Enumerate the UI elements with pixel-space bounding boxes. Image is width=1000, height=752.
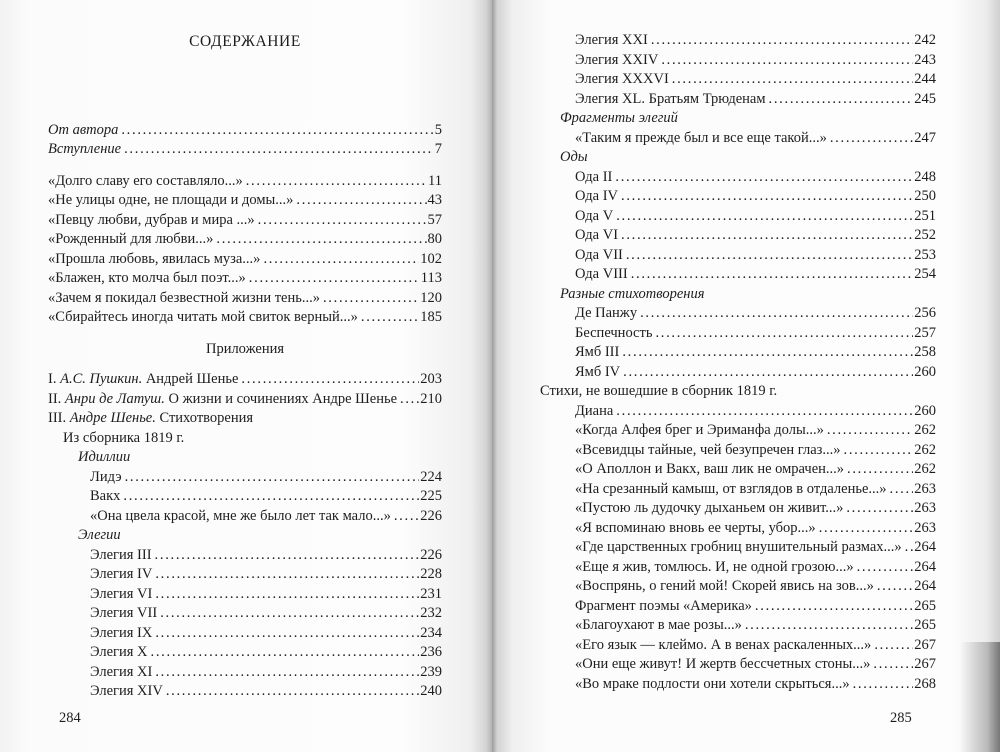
entry-author: Анри де Латуш. <box>64 390 165 407</box>
entry-title: «Таким я прежде был и все еще такой...» <box>575 129 827 146</box>
entry-page: 264 <box>914 578 936 594</box>
fragments-heading: Фрагменты элегий <box>560 110 678 126</box>
toc-entry <box>540 558 936 578</box>
entry-page: 102 <box>420 250 442 267</box>
entry-page: 260 <box>914 402 936 419</box>
dot-leader <box>622 343 913 363</box>
toc-entry <box>48 487 442 507</box>
entry-page: 263 <box>914 519 936 536</box>
dot-leader <box>873 655 913 675</box>
entry-title: Ода II <box>575 168 613 185</box>
dot-leader <box>651 31 913 51</box>
toc-entry <box>540 363 936 383</box>
entry-page: 248 <box>914 168 936 185</box>
entry-page: 254 <box>914 266 936 282</box>
entry-title: Диана <box>575 402 614 419</box>
toc-entry <box>540 538 936 558</box>
entry-title: От автора <box>48 121 119 138</box>
dot-leader <box>166 682 419 702</box>
entry-title: «Певцу любви, дубрав и мира ...» <box>48 211 255 228</box>
toc-entry <box>48 308 442 328</box>
dot-leader <box>151 643 420 663</box>
dot-leader <box>121 121 433 141</box>
entry-title-text: Стихотворения <box>159 410 254 426</box>
dot-leader <box>258 211 427 231</box>
toc-entry <box>48 546 442 566</box>
section-heading <box>540 109 936 129</box>
entry-page: 252 <box>914 227 936 243</box>
left-page <box>0 0 492 752</box>
entry-title: «На срезанный камыш, от взглядов в отдаленье...» <box>575 480 887 497</box>
entry-page: 224 <box>420 468 442 485</box>
dot-leader <box>819 519 914 539</box>
entry-title: Элегия XXIV <box>575 51 659 68</box>
dot-leader <box>616 207 913 227</box>
entry-author: Андре Шенье. <box>69 410 156 426</box>
entry-title: «Рожденный для любви...» <box>48 231 214 247</box>
entry-page: 263 <box>914 480 936 497</box>
dot-leader <box>844 441 914 461</box>
section-heading <box>48 448 442 468</box>
entry-page: 228 <box>420 566 442 582</box>
toc-entry <box>48 643 442 663</box>
entry-page: 234 <box>420 624 442 641</box>
entry-page: 264 <box>914 539 936 555</box>
dot-leader <box>249 269 420 289</box>
entry-page: 263 <box>914 500 936 516</box>
entry-title: «Они еще живут! И жертв бессчетных стоны...» <box>575 656 871 672</box>
entry-page: 203 <box>420 371 442 387</box>
dot-leader <box>623 363 913 383</box>
entry-prefix: II. <box>48 390 62 407</box>
entry-title: «Его язык — клеймо. А в венах раскаленных...» <box>575 636 872 653</box>
entry-page: 43 <box>427 192 442 208</box>
toc-entry <box>540 655 936 675</box>
toc-entry <box>540 304 936 324</box>
entry-page: 260 <box>914 363 936 380</box>
entry-title <box>48 390 397 410</box>
dot-leader <box>830 129 913 149</box>
entry-page: 239 <box>420 663 442 680</box>
entry-title-text: О жизни и сочинениях Андре Шенье <box>168 390 398 407</box>
dot-leader <box>621 187 913 207</box>
toc-entry <box>48 250 442 270</box>
toc-entry <box>540 324 936 344</box>
entry-page: 265 <box>914 617 936 633</box>
toc-entry <box>540 246 936 266</box>
toc-entry <box>48 507 442 527</box>
entry-title: «Еще я жив, томлюсь. И, не одной грозою...» <box>575 558 854 575</box>
toc-entry <box>48 289 442 309</box>
toc-entry <box>48 269 442 289</box>
entry-title: Элегия III <box>90 546 152 563</box>
dot-leader <box>661 51 913 71</box>
toc-entry <box>540 480 936 500</box>
toc-entry <box>540 519 936 539</box>
right-page <box>492 0 1000 752</box>
entry-page: 267 <box>914 656 936 672</box>
dot-leader <box>905 538 914 558</box>
entry-title: Элегия IX <box>90 624 153 641</box>
entry-title: Элегия XIV <box>90 683 163 699</box>
toc-entry <box>48 370 442 390</box>
entry-title: «Не улицы одне, не площади и домы...» <box>48 192 294 208</box>
dot-leader <box>241 370 419 390</box>
dot-leader <box>216 230 426 250</box>
dot-leader <box>155 565 419 585</box>
entry-page: 236 <box>420 644 442 660</box>
dot-leader <box>827 421 913 441</box>
dot-leader <box>263 250 419 270</box>
entry-page: 226 <box>420 507 442 524</box>
entry-page: 257 <box>914 324 936 341</box>
entry-page: 243 <box>914 51 936 68</box>
section-heading <box>540 285 936 305</box>
entry-title: «Долго славу его составляло...» <box>48 172 243 189</box>
entry-page: 185 <box>420 309 442 325</box>
dot-leader <box>155 624 419 644</box>
section-heading <box>48 526 442 546</box>
entry-page: 264 <box>914 558 936 575</box>
entry-page: 262 <box>914 461 936 477</box>
dot-leader <box>846 499 913 519</box>
entry-page: 262 <box>914 422 936 438</box>
dot-leader <box>890 480 914 500</box>
toc-entry <box>48 624 442 644</box>
entry-page: 242 <box>914 32 936 48</box>
entry-prefix: III. <box>48 410 67 426</box>
entry-title: Элегия XXI <box>575 32 648 48</box>
entry-page: 247 <box>914 129 936 146</box>
dot-leader <box>755 597 913 617</box>
entry-page: 265 <box>914 597 936 614</box>
page-edge-shadow <box>960 642 1000 752</box>
dot-leader <box>323 289 419 309</box>
entry-title: Элегия VI <box>90 585 153 602</box>
dot-leader <box>155 546 420 566</box>
toc-entry <box>48 604 442 624</box>
toc-entry <box>540 577 936 597</box>
entry-title: «О Аполлон и Вакх, ваш лик не омрачен...» <box>575 461 845 477</box>
entry-title: «Зачем я покидал безвестной жизни тень...» <box>48 289 320 306</box>
toc-entry <box>48 211 442 231</box>
dot-leader <box>124 140 434 160</box>
entry-title: Беспечность <box>575 324 653 341</box>
entry-page: 226 <box>420 546 442 563</box>
toc-entry <box>540 31 936 51</box>
entry-title: Элегия VII <box>90 605 158 621</box>
dot-leader <box>246 172 427 192</box>
entry-page: 268 <box>914 675 936 692</box>
dot-leader <box>160 604 419 624</box>
entry-title: Ода VIII <box>575 266 628 282</box>
toc-entry <box>48 140 442 160</box>
entry-page: 225 <box>420 488 442 504</box>
dot-leader <box>123 487 419 507</box>
dot-leader <box>394 507 419 527</box>
collection-title: Из сборника 1819 г. <box>63 429 185 446</box>
dot-leader <box>621 226 913 246</box>
entry-title: «Я вспоминаю вновь ее черты, убор...» <box>575 519 816 536</box>
toc-entry <box>48 191 442 211</box>
front-matter-list <box>48 121 442 160</box>
dot-leader <box>874 636 913 656</box>
toc-entry <box>540 597 936 617</box>
dot-leader <box>745 616 913 636</box>
entry-title: Ямб III <box>575 344 620 360</box>
entry-title: Элегия XXXVI <box>575 71 669 87</box>
entry-title: «Благоухают в мае розы...» <box>575 617 742 633</box>
dot-leader <box>857 558 914 578</box>
toc-entry <box>48 663 442 683</box>
dot-leader <box>626 246 913 266</box>
entry-page: 57 <box>427 211 442 228</box>
page-number: 284 <box>59 710 81 726</box>
dot-leader <box>155 663 419 683</box>
entry-title: Ода IV <box>575 188 619 204</box>
toc-continued-list <box>540 31 936 694</box>
entry-title-text: Андрей Шенье <box>145 371 239 387</box>
toc-entry <box>48 409 442 429</box>
toc-entry <box>540 207 936 227</box>
toc-entry <box>48 390 442 410</box>
toc-entry <box>48 121 442 141</box>
dot-leader <box>853 675 914 695</box>
entry-page: 245 <box>914 90 936 107</box>
toc-entry <box>540 499 936 519</box>
entry-title: «Когда Алфея брег и Эриманфа долы...» <box>575 422 824 438</box>
entry-author: А.С. Пушкин. <box>60 371 143 387</box>
odes-heading: Оды <box>560 149 588 165</box>
entry-title: Ода VII <box>575 246 623 263</box>
entry-title: Элегия X <box>90 644 148 660</box>
uncollected-heading: Стихи, не вошедшие в сборник 1819 г. <box>540 383 778 399</box>
section-heading <box>48 429 442 449</box>
entry-title: Фрагмент поэмы «Америка» <box>575 597 752 614</box>
entry-title <box>48 370 238 390</box>
entry-title: Вакх <box>90 488 121 504</box>
entry-title: Элегия XI <box>90 663 153 680</box>
dot-leader <box>361 308 419 328</box>
entry-page: 5 <box>434 121 442 138</box>
toc-entry <box>540 636 936 656</box>
dot-leader <box>296 191 426 211</box>
entry-page: 262 <box>914 441 936 458</box>
entry-page: 7 <box>434 141 442 157</box>
toc-entry <box>48 172 442 192</box>
toc-entry <box>540 343 936 363</box>
toc-entry <box>48 682 442 702</box>
entry-page: 253 <box>914 246 936 263</box>
entry-page: 80 <box>427 231 442 247</box>
entry-title: «Она цвела красой, мне же было лет так мало...» <box>90 507 391 524</box>
toc-entry <box>540 441 936 461</box>
toc-entry <box>540 265 936 285</box>
toc-entry <box>540 168 936 188</box>
dot-leader <box>877 577 913 597</box>
miscellaneous-heading: Разные стихотворения <box>560 285 705 302</box>
entry-title: «Прошла любовь, явилась муза...» <box>48 250 261 267</box>
entry-title: «Пустою ль дудочку дыханьем он живит...» <box>575 500 844 516</box>
toc-entry <box>540 402 936 422</box>
toc-entry <box>540 460 936 480</box>
toc-entry <box>540 129 936 149</box>
entry-page: 232 <box>420 605 442 621</box>
entry-page: 267 <box>914 636 936 653</box>
entry-page: 251 <box>914 207 936 224</box>
entry-page: 120 <box>420 289 442 306</box>
dot-leader <box>672 70 913 90</box>
entry-page: 258 <box>914 344 936 360</box>
toc-entry <box>48 585 442 605</box>
entry-title: Ямб IV <box>575 363 621 380</box>
entry-title: «Во мраке подлости они хотели скрыться...» <box>575 675 850 692</box>
section-heading <box>540 382 936 402</box>
entry-page: 256 <box>914 305 936 321</box>
toc-entry <box>48 230 442 250</box>
dot-leader <box>655 324 913 344</box>
entry-page: 231 <box>420 585 442 602</box>
appendix-heading: Приложения <box>205 341 285 357</box>
toc-title: СОДЕРЖАНИЕ <box>189 33 301 50</box>
entry-title: «Всевидцы тайные, чей безупречен глаз...» <box>575 441 841 458</box>
entry-prefix: I. <box>48 371 57 387</box>
entry-page: 113 <box>420 270 442 286</box>
entry-title: Де Панжу <box>575 305 638 321</box>
page-number: 285 <box>890 710 912 726</box>
dot-leader <box>616 402 913 422</box>
idylls-heading: Идиллии <box>78 449 131 465</box>
dot-leader <box>847 460 913 480</box>
entry-title: «Блажен, кто молча был поэт...» <box>48 270 246 286</box>
entry-page: 244 <box>914 71 936 87</box>
toc-entry <box>540 421 936 441</box>
entry-page: 250 <box>914 188 936 204</box>
entry-title: «Где царственных гробниц внушительный размах...» <box>575 539 902 555</box>
entry-page: 210 <box>420 390 442 407</box>
toc-entry <box>540 70 936 90</box>
poems-list <box>48 172 442 328</box>
toc-entry <box>540 675 936 695</box>
dot-leader <box>631 265 914 285</box>
section-heading <box>540 148 936 168</box>
appendix-list <box>48 370 442 702</box>
dot-leader <box>640 304 913 324</box>
dot-leader <box>769 90 914 110</box>
toc-entry <box>540 616 936 636</box>
entry-title: Ода VI <box>575 227 619 243</box>
entry-page: 240 <box>420 683 442 699</box>
entry-title: «Воспрянь, о гений мой! Скорей явись на зов...» <box>575 578 874 594</box>
toc-entry <box>540 187 936 207</box>
entry-title: Элегия IV <box>90 566 153 582</box>
dot-leader <box>615 168 913 188</box>
entry-page: 11 <box>428 172 442 189</box>
toc-entry <box>48 565 442 585</box>
toc-entry <box>48 468 442 488</box>
entry-title: Ода V <box>575 207 614 224</box>
entry-title <box>48 409 253 429</box>
entry-title: Элегия XL. Братьям Трюденам <box>575 90 766 107</box>
dot-leader <box>400 390 419 410</box>
dot-leader <box>125 468 420 488</box>
entry-title: Лидэ <box>90 468 122 485</box>
dot-leader <box>155 585 419 605</box>
toc-entry <box>540 90 936 110</box>
entry-title: Вступление <box>48 141 122 157</box>
entry-title: «Сбирайтесь иногда читать мой свиток верный...» <box>48 309 358 325</box>
toc-entry <box>540 51 936 71</box>
toc-entry <box>540 226 936 246</box>
elegies-heading: Элегии <box>78 527 121 543</box>
